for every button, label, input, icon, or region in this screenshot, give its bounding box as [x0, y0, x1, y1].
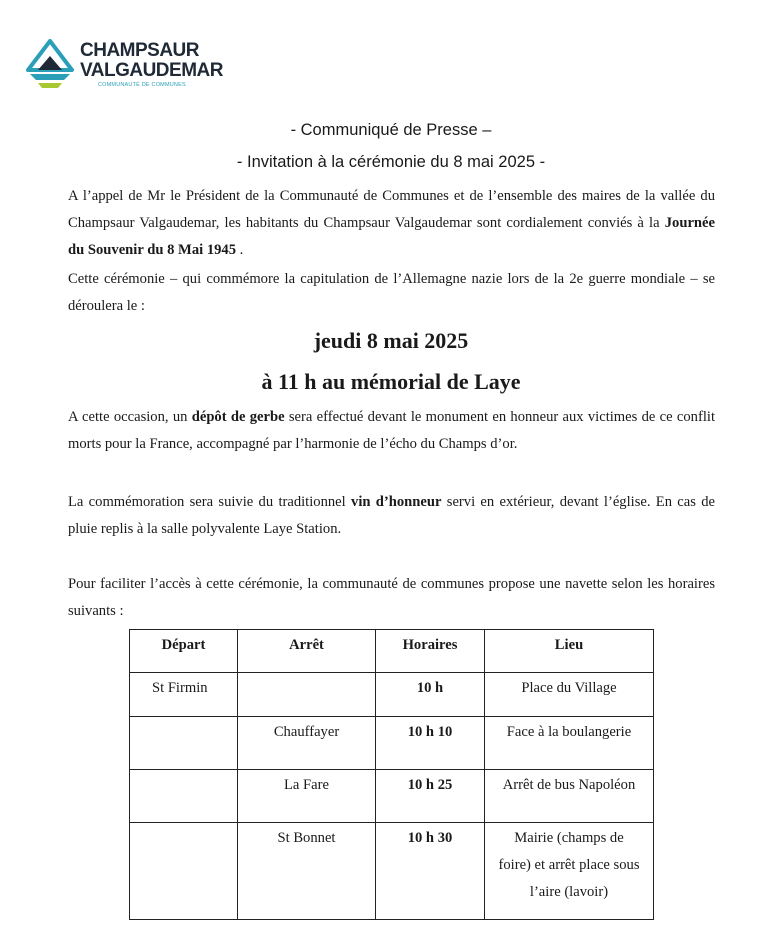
event-date: jeudi 8 mai 2025	[313, 328, 469, 353]
stop-cell	[238, 673, 376, 717]
table-row	[130, 717, 654, 770]
table-row	[130, 673, 654, 717]
departure-cell: St Firmin	[130, 673, 238, 717]
reception-paragraph: La commémoration sera suivie du traditionnel vin d’honneur servi en extérieur, devant l’église. En cas de pluie replis à la salle polyvalente Laye Station.	[68, 494, 716, 537]
departure-cell	[130, 823, 238, 920]
remembrance-day-name: Journée du Souvenir du 8 Mai 1945	[68, 215, 715, 258]
press-release-heading: - Communiqué de Presse –	[290, 121, 492, 139]
location-cell: Place du Village	[485, 673, 654, 717]
column-header: Arrêt	[238, 630, 376, 673]
location-cell: Face à la boulangerie	[485, 717, 654, 770]
time-cell: 10 h 30	[376, 823, 485, 920]
table-row	[130, 770, 654, 823]
logo-tagline: COMMUNAUTÉ DE COMMUNES	[98, 82, 186, 88]
event-place: à 11 h au mémorial de Laye	[261, 369, 521, 394]
mountain-logo-icon	[24, 38, 76, 90]
intro-paragraph: A l’appel de Mr le Président de la Communauté de Communes et de l’ensemble des maires de la vallée du Champsaur Valgaudemar, les habitants du Champsaur Valgaudemar sont cordialement conviés à la Journée du Souvenir du 8 Mai 1945 .	[68, 188, 715, 258]
stop-cell: St Bonnet	[238, 823, 376, 920]
shuttle-paragraph: Pour faciliter l’accès à cette cérémonie, la communauté de communes propose une navette selon les horaires suivants :	[68, 576, 715, 619]
stop-cell: Chauffayer	[238, 717, 376, 770]
column-header: Horaires	[376, 630, 485, 673]
location-cell: Arrêt de bus Napoléon	[485, 770, 654, 823]
table-header-row	[130, 630, 654, 673]
time-cell: 10 h 25	[376, 770, 485, 823]
departure-cell	[130, 717, 238, 770]
logo-name-line1: CHAMPSAUR	[80, 40, 199, 61]
logo	[24, 38, 224, 94]
ceremony-paragraph: Cette cérémonie – qui commémore la capitulation de l’Allemagne nazie lors de la 2e guerre mondiale – se déroulera le :	[68, 271, 715, 314]
shuttle-schedule-table	[129, 629, 654, 920]
location-cell: Mairie (champs de foire) et arrêt place sous l’aire (lavoir)	[485, 823, 654, 920]
stop-cell: La Fare	[238, 770, 376, 823]
wreath-paragraph: A cette occasion, un dépôt de gerbe sera effectué devant le monument en honneur aux victimes de ce conflit morts pour la France, accompagné par l’harmonie de l’écho du Champs d’or.	[68, 409, 715, 452]
time-cell: 10 h	[376, 673, 485, 717]
column-header: Départ	[130, 630, 238, 673]
column-header: Lieu	[485, 630, 654, 673]
logo-name-line2: VALGAUDEMAR	[80, 60, 223, 81]
invitation-heading: - Invitation à la cérémonie du 8 mai 2025 -	[236, 153, 546, 171]
time-cell: 10 h 10	[376, 717, 485, 770]
departure-cell	[130, 770, 238, 823]
table-row	[130, 823, 654, 920]
